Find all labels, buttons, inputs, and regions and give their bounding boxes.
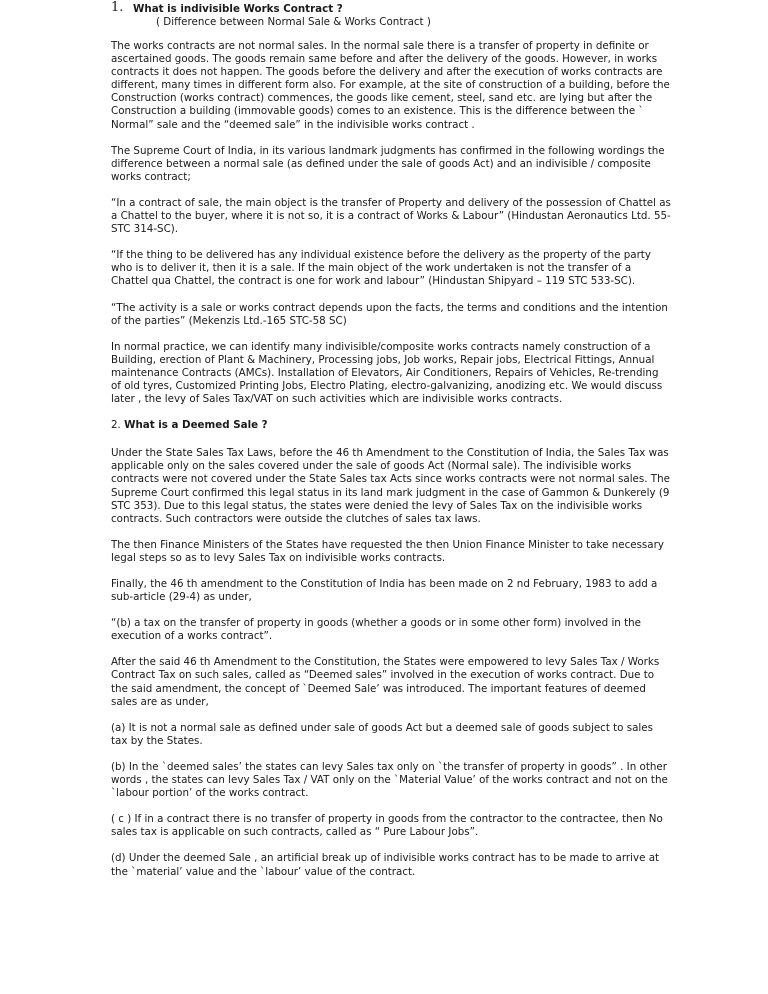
paragraph: The Supreme Court of India, in its various landmark judgments has confirmed in the following wordings the difference between a normal sale (as defined under the sale of goods Act) and an indivisible / composite works contract; <box>111 144 665 183</box>
section-2-title: What is a Deemed Sale ? <box>124 419 268 432</box>
section-2-heading <box>111 419 671 432</box>
section-2-number: 2. <box>111 419 121 432</box>
section-1-title: What is indivisible Works Contract ? <box>133 3 343 15</box>
paragraph: Finally, the 46 th amendment to the Constitution of India has been made on 2 nd February, 1983 to add a sub-article (29-4) as under, <box>111 578 658 604</box>
paragraph: In normal practice, we can identify many indivisible/composite works contracts namely construction of a Building, erection of Plant & Machinery, Processing jobs, Job works, Repair jobs, Electrical Fittings, Annual maintenance Contracts (AMCs). Installation of Elevators, Air Conditioners, Repairs of Vehicles, Re-trending of old tyres, Customized Printing Jobs, Electro Plating, electro-galvanizing, anodizing etc. We would discuss later , the levy of Sales Tax/VAT on such activities which are indivisible works contracts. <box>111 340 663 406</box>
section-1-subheading: ( Difference between Normal Sale & Works Contract ) <box>156 16 431 28</box>
document-page <box>111 2 671 892</box>
paragraph: ( c ) If in a contract there is no transfer of property in goods from the contractor to the contractee, then No sales tax is applicable on such contracts, called as “ Pure Labour Jobs”. <box>111 813 663 839</box>
paragraph: “The activity is a sale or works contract depends upon the facts, the terms and conditions and the intention of the parties” (Mekenzis Ltd.-165 STC-58 SC) <box>111 301 668 327</box>
paragraph: (b) In the `deemed sales’ the states can levy Sales tax only on `the transfer of property in goods” . In other words , the states can levy Sales Tax / VAT only on the `Material Value’ of the works contract and not on the `labour portion’ of the works contract. <box>111 760 668 800</box>
paragraph: After the said 46 th Amendment to the Constitution, the States were empowered to levy Sales Tax / Works Contract Tax on such sales, called as “Deemed sales” involved in the execution of works contract. Due to the said amendment, the concept of `Deemed Sale’ was introduced. The important features of deemed sales are as under, <box>111 656 660 708</box>
paragraph: (d) Under the deemed Sale , an artificial break up of indivisible works contract has to be made to arrive at the `material’ value and the `labour’ value of the contract. <box>111 852 660 878</box>
section-1-heading <box>111 2 671 16</box>
paragraph: (a) It is not a normal sale as defined under sale of goods Act but a deemed sale of goods subject to sales tax by the States. <box>111 721 653 747</box>
section-1-number: 1. <box>111 0 124 15</box>
paragraph: The works contracts are not normal sales. In the normal sale there is a transfer of property in definite or ascertained goods. The goods remain same before and after the delivery of the goods. However, in works contracts it does not happen. The goods before the delivery and after the execution of works contracts are different, many times in different form also. For example, at the site of construction of a building, before the Construction (works contract) commences, the goods like cement, steel, sand etc. are lying but after the Construction a building (immovable goods) comes to an existence. This is the difference between the ` Normal” sale and the “deemed sale” in the indivisible works contract . <box>111 40 670 131</box>
paragraph: “In a contract of sale, the main object is the transfer of Property and delivery of the possession of Chattel as a Chattel to the buyer, where it is not so, it is a contract of Works & Labour” (Hindustan Aeronautics Ltd. 55-STC 314-SC). <box>111 196 671 236</box>
paragraph: “If the thing to be delivered has any individual existence before the delivery as the property of the party who is to deliver it, then it is a sale. If the main object of the work undertaken is not the transfer of a Chattel qua Chattel, the contract is one for work and labour” (Hindustan Shipyard – 119 STC 533-SC). <box>111 249 651 288</box>
paragraph: The then Finance Ministers of the States have requested the then Union Finance Minister to take necessary legal steps so as to levy Sales Tax on indivisible works contracts. <box>111 538 664 564</box>
paragraph: “(b) a tax on the transfer of property in goods (whether a goods or in some other form) involved in the execution of a works contract”. <box>111 617 642 643</box>
paragraph: Under the State Sales Tax Laws, before the 46 th Amendment to the Constitution of India, the Sales Tax was applicable only on the sales covered under the sale of goods Act (Normal sale). The indivisible works contracts were not covered under the State Sales tax Acts since works contracts were not normal sales. The Supreme Court confirmed this legal status in its land mark judgment in the case of Gammon & Dunkerely (9 STC 353). Due to this legal status, the states were denied the levy of Sales Tax on the indivisible works contracts. Such contractors were outside the clutches of sales tax laws. <box>111 447 670 525</box>
